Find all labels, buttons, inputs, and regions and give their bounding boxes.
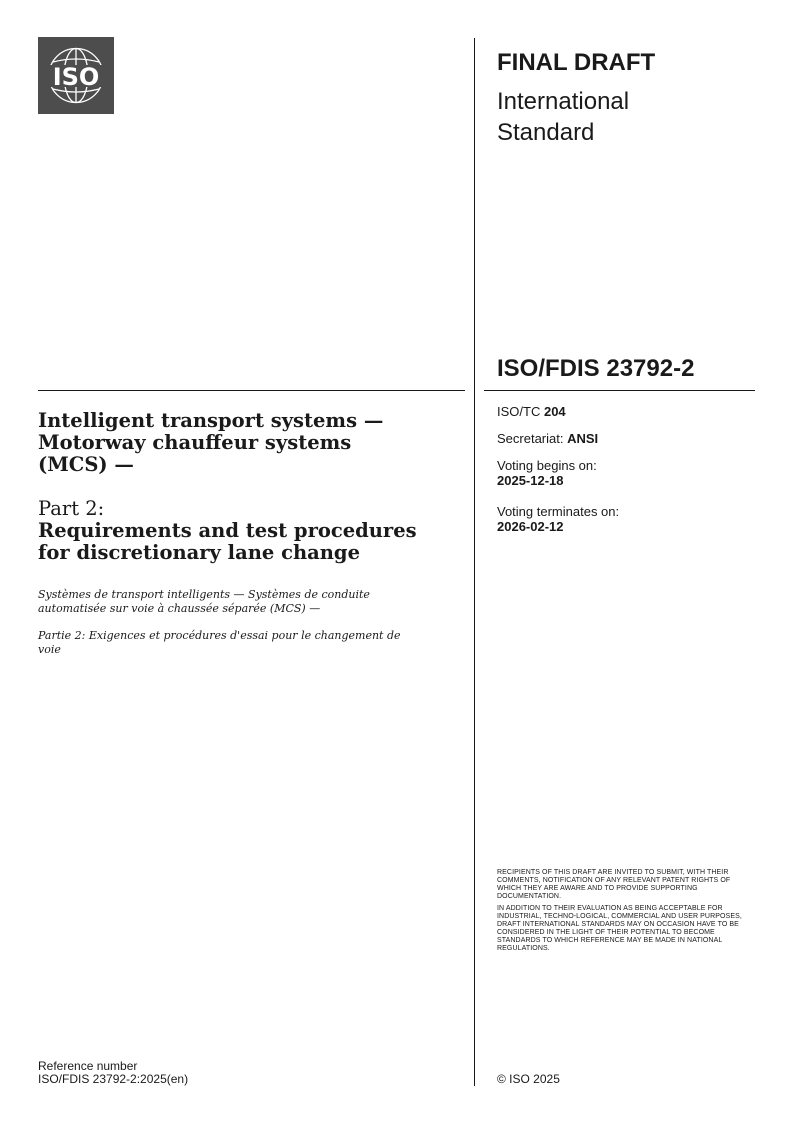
- vote-begin-date: 2025-12-18: [497, 473, 564, 488]
- voting-begins: [497, 458, 747, 488]
- part-title-line1: Requirements and test procedures: [38, 519, 417, 542]
- main-title-line2: Motorway chauffeur systems: [38, 431, 352, 454]
- voting-terminates: [497, 504, 747, 534]
- vertical-divider: [474, 38, 475, 1086]
- notice-patent: RECIPIENTS OF THIS DRAFT ARE INVITED TO SUBMIT, WITH THEIR COMMENTS, NOTIFICATION OF ANY RELEVANT PATENT RIGHTS OF WHICH THEY ARE AWARE AND TO PROVIDE SUPPORTING DOCUMENTATION.: [497, 869, 731, 900]
- copyright: © ISO 2025: [497, 1072, 560, 1086]
- french-part-title: [38, 629, 458, 657]
- secretariat-value: ANSI: [567, 431, 599, 446]
- fr-part-line1: Partie 2: Exigences et procédures d'essai pour le changement de: [38, 629, 401, 642]
- secretariat: [497, 431, 747, 446]
- fr-main-line1: Systèmes de transport intelligents — Systèmes de conduite: [38, 588, 370, 601]
- ref-value: ISO/FDIS 23792-2:2025(en): [38, 1072, 189, 1086]
- horizontal-divider-left: [38, 390, 465, 391]
- part-title-line2: for discretionary lane change: [38, 541, 360, 564]
- fr-main-line2: automatisée sur voie à chaussée séparée (MCS) —: [38, 602, 321, 615]
- iso-logo: [38, 37, 114, 114]
- technical-committee: [497, 404, 747, 419]
- part-label: Part 2:: [38, 497, 105, 520]
- doc-type-line2: Standard: [497, 119, 595, 146]
- vote-end-date: 2026-02-12: [497, 519, 564, 534]
- draft-notice: [497, 869, 747, 957]
- draft-status: FINAL DRAFT: [497, 49, 656, 76]
- notice-evaluation: IN ADDITION TO THEIR EVALUATION AS BEING ACCEPTABLE FOR INDUSTRIAL, TECHNO-LOGICAL, COMMERCIAL AND USER PURPOSES, DRAFT INTERNATIONAL STANDARDS MAY ON OCCASION HAVE TO BE CONSIDERED IN THE LIGHT OF THEIR POTENTIAL TO BECOME STANDARDS TO WHICH REFERENCE MAY BE MADE IN NATIONAL REGULATIONS.: [497, 905, 742, 952]
- vote-end-label: Voting terminates on:: [497, 504, 620, 519]
- globe-icon: [38, 37, 114, 114]
- secretariat-label: Secretariat:: [497, 431, 564, 446]
- reference-number: [38, 1060, 188, 1086]
- vote-begin-label: Voting begins on:: [497, 458, 597, 473]
- ref-label: Reference number: [38, 1059, 138, 1073]
- logo-text: ISO: [52, 63, 100, 91]
- tc-label: ISO/TC: [497, 404, 541, 419]
- fr-part-line2: voie: [38, 643, 61, 656]
- main-title-line1: Intelligent transport systems —: [38, 409, 384, 432]
- horizontal-divider-right: [484, 390, 755, 391]
- tc-value: 204: [543, 404, 566, 419]
- main-title: [38, 410, 458, 476]
- doc-type-line1: International: [497, 88, 630, 115]
- document-type: [497, 86, 757, 148]
- french-main-title: [38, 588, 458, 616]
- main-title-line3: (MCS) —: [38, 453, 134, 476]
- part-title: [38, 520, 458, 564]
- document-number: ISO/FDIS 23792-2: [497, 355, 695, 382]
